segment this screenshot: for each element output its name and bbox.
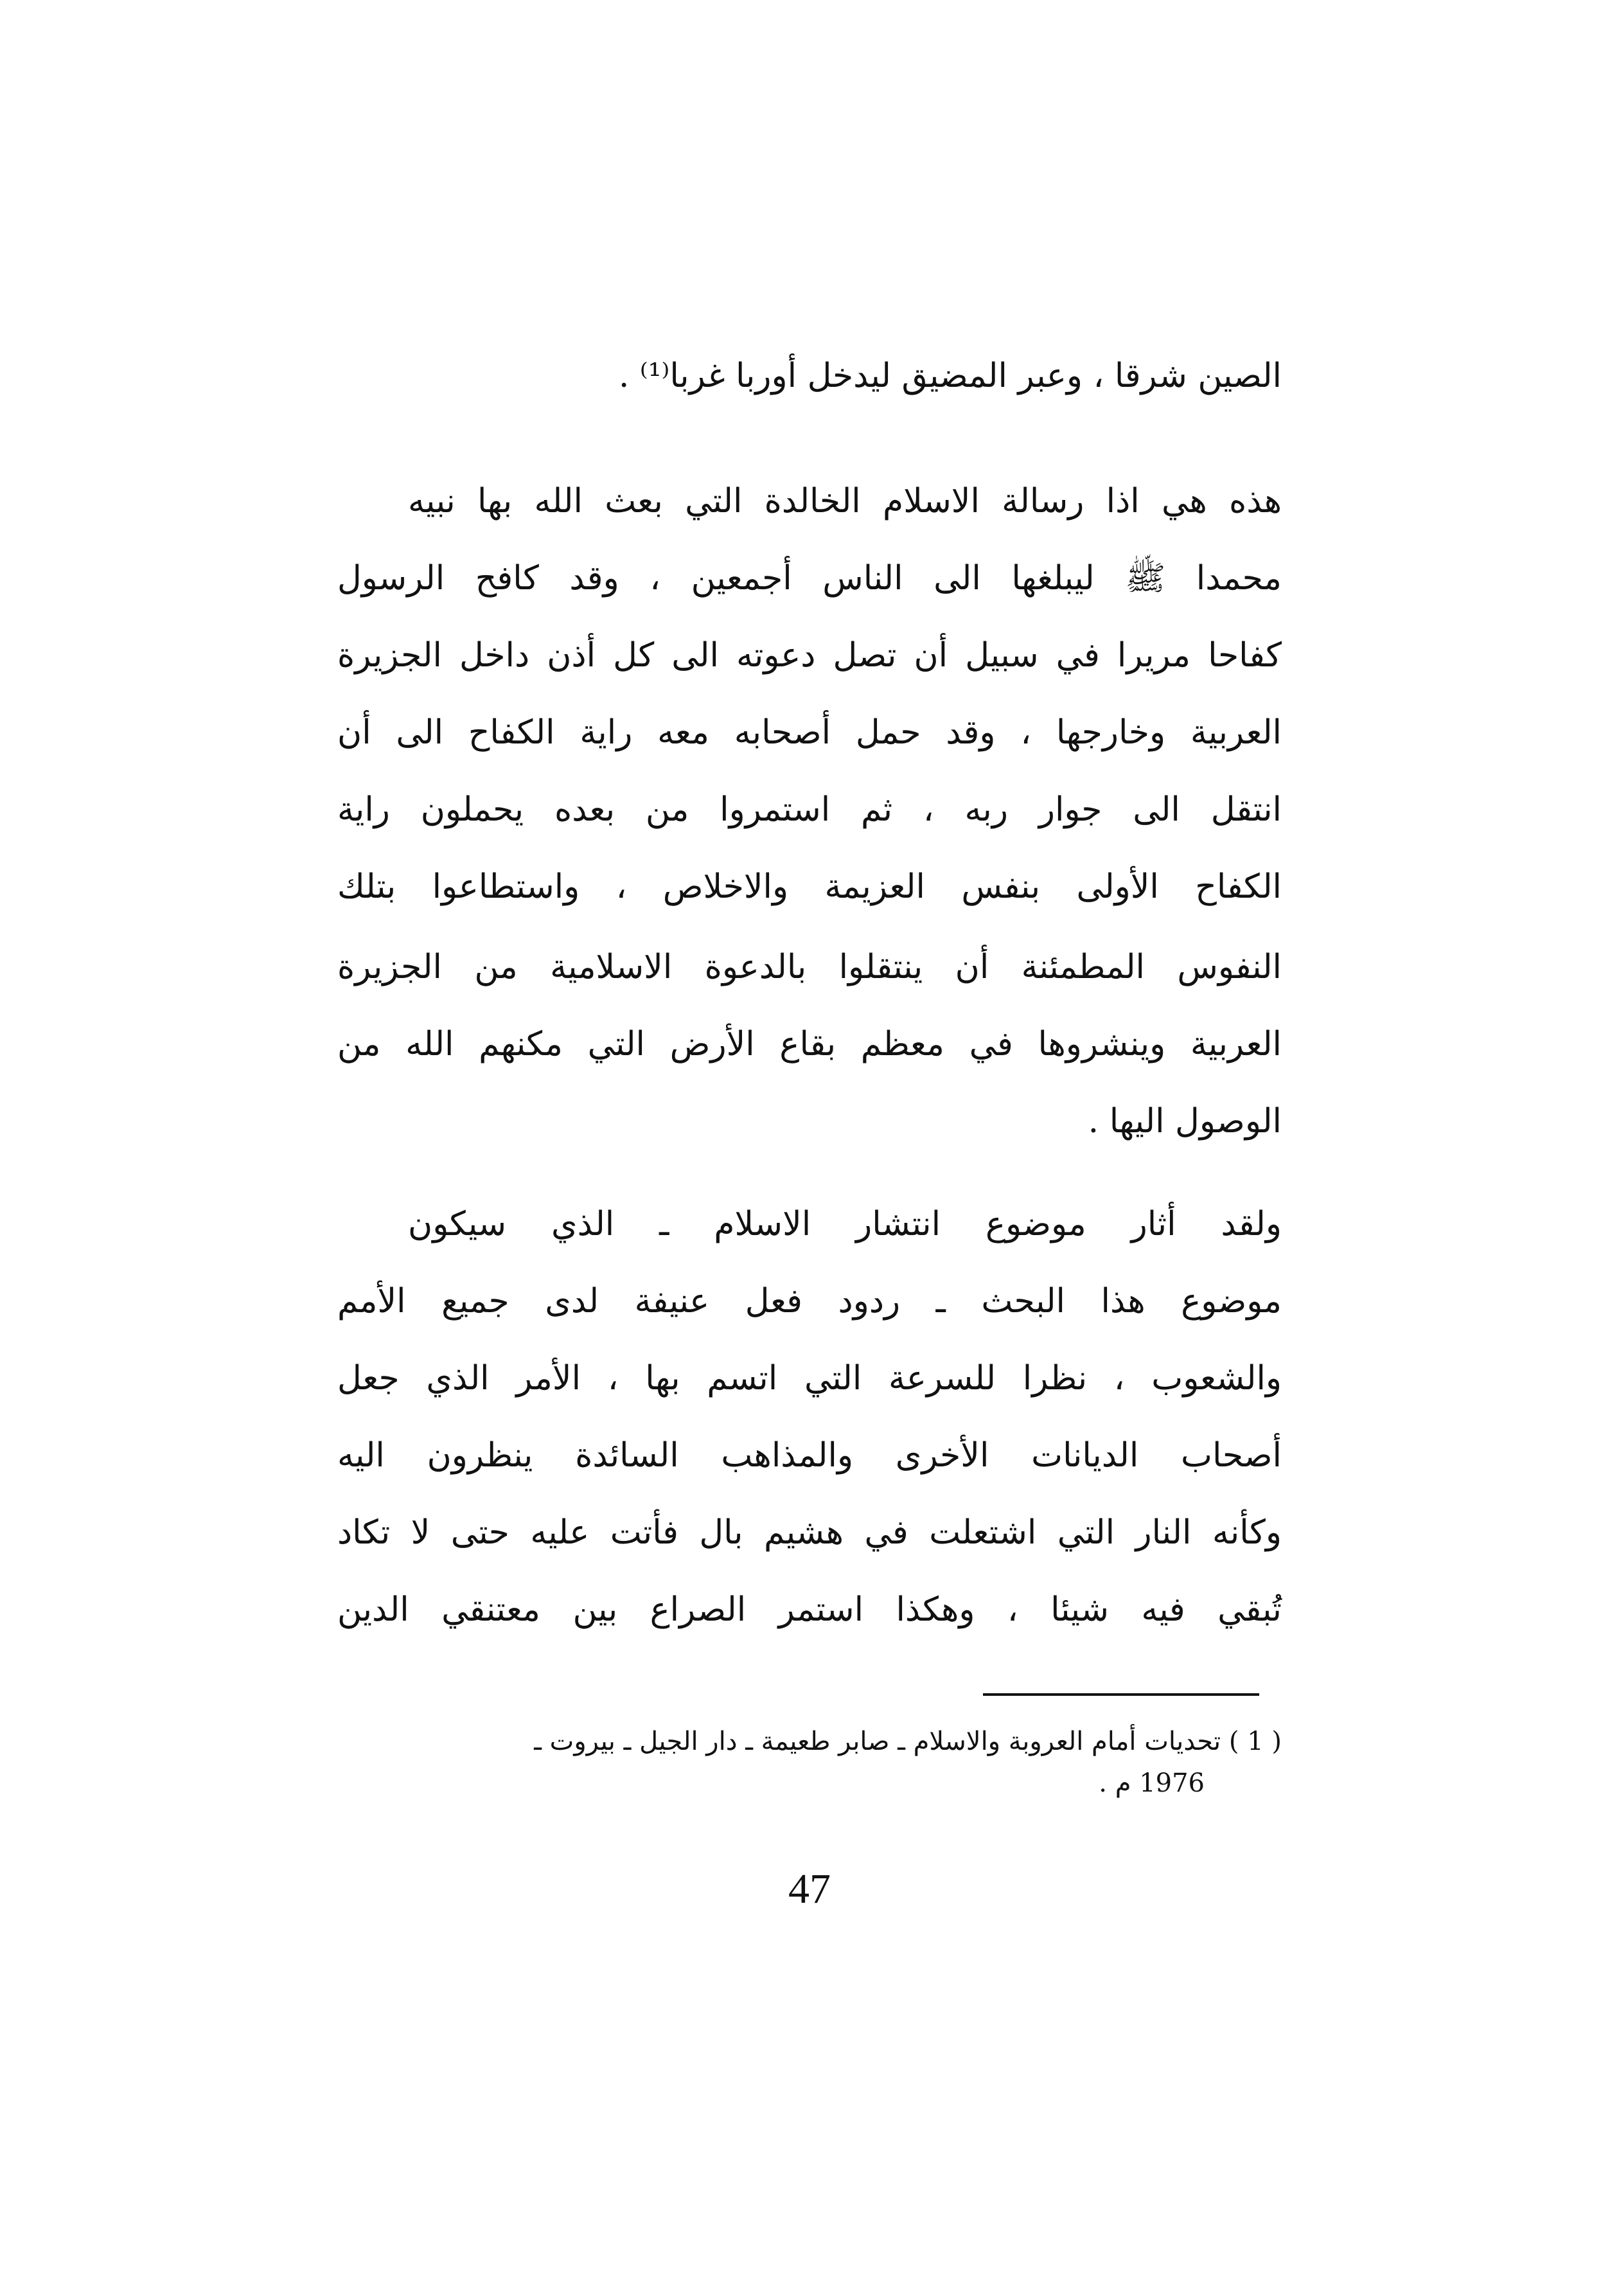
- text-line-4: كفاحا مريرا في سبيل أن تصل دعوته الى كل أذن داخل الجزيرة: [337, 636, 1282, 675]
- text-line-14: أصحاب الديانات الأخرى والمذاهب السائدة ينظرون اليه: [337, 1436, 1282, 1475]
- text-line-8: النفوس المطمئنة أن ينتقلوا بالدعوة الاسلامية من الجزيرة: [337, 948, 1282, 986]
- text-line-7: الكفاح الأولى بنفس العزيمة والاخلاص ، واستطاعوا بتلك: [337, 868, 1282, 906]
- text-line-12: موضوع هذا البحث ـ ردود فعل عنيفة لدى جميع الأمم: [337, 1282, 1282, 1321]
- text-line-15: وكأنه النار التي اشتعلت في هشيم بال فأتت عليه حتى لا تكاد: [337, 1513, 1282, 1552]
- text-line-10: الوصول اليها .: [1088, 1102, 1282, 1141]
- text-line-2: هذه هي اذا رسالة الاسلام الخالدة التي بعث الله بها نبيه: [408, 482, 1282, 521]
- text-line-5: العربية وخارجها ، وقد حمل أصحابه معه راية الكفاح الى أن: [337, 713, 1282, 752]
- page-number: 47: [788, 1865, 831, 1912]
- footnote-line-1: ( 1 ) تحديات أمام العروبة والاسلام ـ صابر طعيمة ـ دار الجيل ـ بيروت ـ: [534, 1727, 1282, 1756]
- text-line-11: ولقد أثار موضوع انتشار الاسلام ـ الذي سيكون: [408, 1205, 1282, 1243]
- text-line-13: والشعوب ، نظرا للسرعة التي اتسم بها ، الأمر الذي جعل: [337, 1359, 1282, 1398]
- footnote-line-2: 1976 م .: [1099, 1768, 1205, 1798]
- text-line-1: الصين شرقا ، وعبر المضيق ليدخل أوربا غربا⁽¹⁾ .: [618, 357, 1282, 395]
- text-line-16: تُبقي فيه شيئا ، وهكذا استمر الصراع بين معتنقي الدين: [337, 1590, 1282, 1629]
- footnote-divider: [983, 1693, 1259, 1696]
- text-line-3: محمدا ﷺ ليبلغها الى الناس أجمعين ، وقد كافح الرسول: [337, 559, 1282, 598]
- text-line-9: العربية وينشروها في معظم بقاع الأرض التي مكنهم الله من: [337, 1025, 1282, 1063]
- text-line-6: انتقل الى جوار ربه ، ثم استمروا من بعده يحملون راية: [337, 790, 1282, 829]
